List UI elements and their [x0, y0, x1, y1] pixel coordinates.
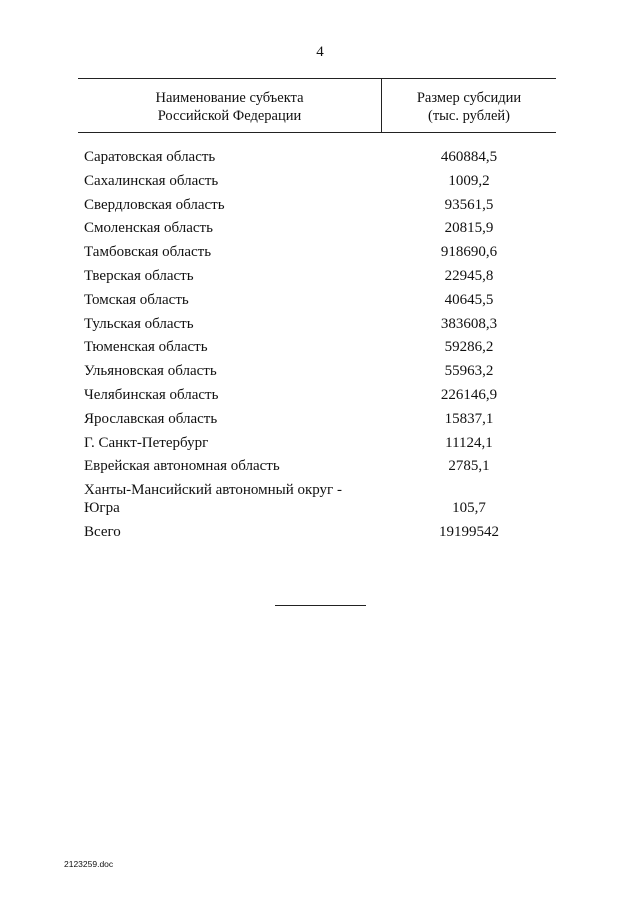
table-header-bottom-rule [78, 132, 556, 133]
subject-name-cell: Тюменская область [84, 339, 208, 356]
page-number: 4 [316, 44, 324, 60]
table-row [84, 196, 554, 214]
subject-name-cell: Томская область [84, 291, 189, 308]
header-subsidy-amount-line1: Размер субсидии [416, 90, 522, 106]
subject-name-cell: Смоленская область [84, 220, 213, 237]
subsidy-amount-cell: 15837,1 [444, 410, 494, 427]
subsidy-amount-cell: 383608,3 [440, 315, 498, 332]
end-of-table-rule [275, 605, 366, 606]
subject-name-cell: Сахалинская область [84, 172, 219, 189]
table-row [84, 523, 554, 541]
table-row [84, 481, 554, 517]
subsidy-amount-cell: 19199542 [439, 523, 499, 540]
subject-name-cell: Ульяновская область [84, 363, 217, 380]
table-row [84, 457, 554, 475]
table-row [84, 362, 554, 380]
table-row [84, 338, 554, 356]
document-filename: 2123259.doc [64, 859, 114, 869]
table-body [84, 148, 554, 547]
subject-name-cell: Г. Санкт-Петербург [84, 434, 209, 451]
subsidy-amount-cell: 20815,9 [444, 220, 494, 237]
table-row [84, 172, 554, 190]
subsidy-amount-cell: 1009,2 [448, 172, 490, 189]
table-row [84, 291, 554, 309]
table-row [84, 219, 554, 237]
header-subject-name-line2: Российской Федерации [157, 108, 302, 124]
subsidy-amount-cell: 59286,2 [444, 339, 494, 356]
subject-name-cell: Челябинская область [84, 386, 219, 403]
subject-name-cell: Саратовская область [84, 149, 216, 165]
subsidy-amount-cell: 22945,8 [444, 267, 494, 284]
header-subsidy-amount-line2: (тыс. рублей) [428, 108, 510, 124]
table-row [84, 315, 554, 333]
subsidy-amount-cell: 40645,5 [444, 291, 494, 308]
table-row [84, 386, 554, 404]
subject-name-cell: Свердловская область [84, 196, 225, 213]
subsidy-amount-cell: 93561,5 [444, 196, 494, 213]
subject-name-cell: Ханты-Мансийский автономный округ - Югра [84, 482, 342, 517]
subject-name-cell: Тверская область [84, 267, 194, 284]
subsidy-amount-cell: 105,7 [452, 500, 486, 517]
table-row [84, 410, 554, 428]
table-row [84, 243, 554, 261]
subsidy-amount-cell: 55963,2 [444, 363, 494, 380]
subject-name-cell: Тульская область [84, 315, 194, 332]
subsidy-amount-cell: 226146,9 [440, 386, 498, 403]
header-subject-name [78, 89, 381, 125]
table-row [84, 148, 554, 166]
table-top-rule [78, 78, 556, 79]
subsidy-amount-cell: 918690,6 [440, 244, 498, 261]
table-row [84, 434, 554, 452]
header-subject-name-line1: Наименование субъекта [155, 90, 304, 106]
table-row [84, 267, 554, 285]
subject-name-cell: Ярославская область [84, 410, 218, 427]
subsidy-amount-cell: 2785,1 [448, 458, 490, 475]
subsidy-amount-cell: 460884,5 [440, 149, 498, 165]
subject-name-cell: Тамбовская область [84, 244, 212, 261]
subsidy-amount-cell: 11124,1 [445, 434, 493, 451]
header-subsidy-amount [382, 89, 556, 125]
subject-name-cell: Еврейская автономная область [84, 458, 280, 475]
subject-name-cell: Всего [84, 523, 121, 540]
